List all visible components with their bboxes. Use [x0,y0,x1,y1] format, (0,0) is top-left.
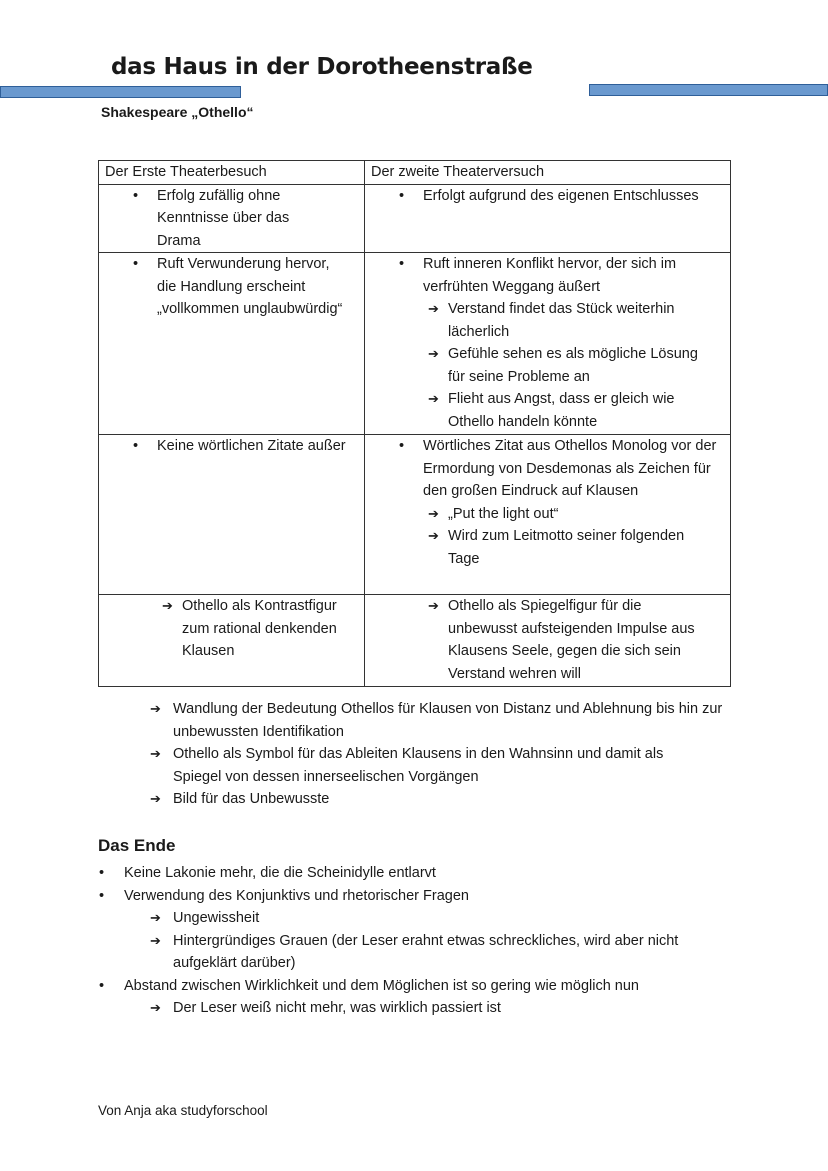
header-bar-left [0,86,241,98]
conclusion-item: ➔ Wandlung der Bedeutung Othellos für Klausen von Distanz und Ablehnung bis hin zur unbewussten Identifikation [0,698,828,743]
table-cell [99,253,365,435]
table-row [99,184,731,253]
table-cell [99,435,365,595]
arrow-item: ➔ Flieht aus Angst, dass er gleich wie Othello handeln könnte [371,388,724,433]
list-item: • Keine wörtlichen Zitate außer [105,435,358,458]
arrow-item: ➔ Othello als Spiegelfigur für die unbewusst aufsteigenden Impulse aus Klausens Seele, gegen die sich sein Verstand wehren will [371,595,724,685]
table-row [99,253,731,435]
table-cell [99,184,365,253]
conclusion-item: ➔ Othello als Symbol für das Ableiten Klausens in den Wahnsinn und damit als Spiegel von dessen innerseelischen Vorgängen [0,743,828,788]
section-heading: Das Ende [98,836,176,855]
page-header-title: das Haus in der Dorotheenstraße [111,54,533,80]
arrow-item: ➔ Wird zum Leitmotto seiner folgenden Tage [371,525,724,570]
list-item: • Abstand zwischen Wirklichkeit und dem Möglichen ist so gering wie möglich nun [0,975,828,998]
list-item: • Ruft inneren Konflikt hervor, der sich im verfrühten Weggang äußert [371,253,724,298]
arrow-item: ➔ Verstand findet das Stück weiterhin lächerlich [371,298,724,343]
conclusion-item: ➔ Bild für das Unbewusste [0,788,828,811]
header-cell-first-visit: Der Erste Theaterbesuch [99,161,365,185]
arrow-item: ➔ Ungewissheit [0,907,828,930]
arrow-item: ➔ Hintergründiges Grauen (der Leser erahnt etwas schreckliches, wird aber nicht aufgeklärt darüber) [0,930,828,975]
arrow-item: ➔ Othello als Kontrastfigur zum rational denkenden Klausen [105,595,358,663]
comparison-table [98,160,731,687]
list-item: • Keine Lakonie mehr, die die Scheinidylle entlarvt [0,862,828,885]
header-cell-second-visit: Der zweite Theaterversuch [365,161,731,185]
table-cell [365,253,731,435]
table-row [99,435,731,595]
arrow-item: ➔ Gefühle sehen es als mögliche Lösung für seine Probleme an [371,343,724,388]
table-cell [365,595,731,687]
table-header-row [99,161,731,185]
header-bar-right [589,84,828,96]
table-cell [365,435,731,595]
list-item: • Wörtliches Zitat aus Othellos Monolog vor der Ermordung von Desdemonas als Zeichen für den großen Eindruck auf Klausen [371,435,724,503]
list-item: • Verwendung des Konjunktivs und rhetorischer Fragen [0,885,828,908]
footer-author: Von Anja aka studyforschool [98,1103,268,1118]
table-cell [99,595,365,687]
table-cell [365,184,731,253]
ende-list [0,862,828,1020]
arrow-item: ➔ Der Leser weiß nicht mehr, was wirklich passiert ist [0,997,828,1020]
document-subtitle: Shakespeare „Othello“ [101,104,254,120]
conclusion-list [0,698,828,811]
list-item: • Erfolgt aufgrund des eigenen Entschlusses [371,185,724,208]
list-item: • Erfolg zufällig ohne Kenntnisse über das Drama [105,185,358,253]
arrow-item: ➔ „Put the light out“ [371,503,724,526]
list-item: • Ruft Verwunderung hervor, die Handlung erscheint „vollkommen unglaubwürdig“ [105,253,358,321]
table-row [99,595,731,687]
